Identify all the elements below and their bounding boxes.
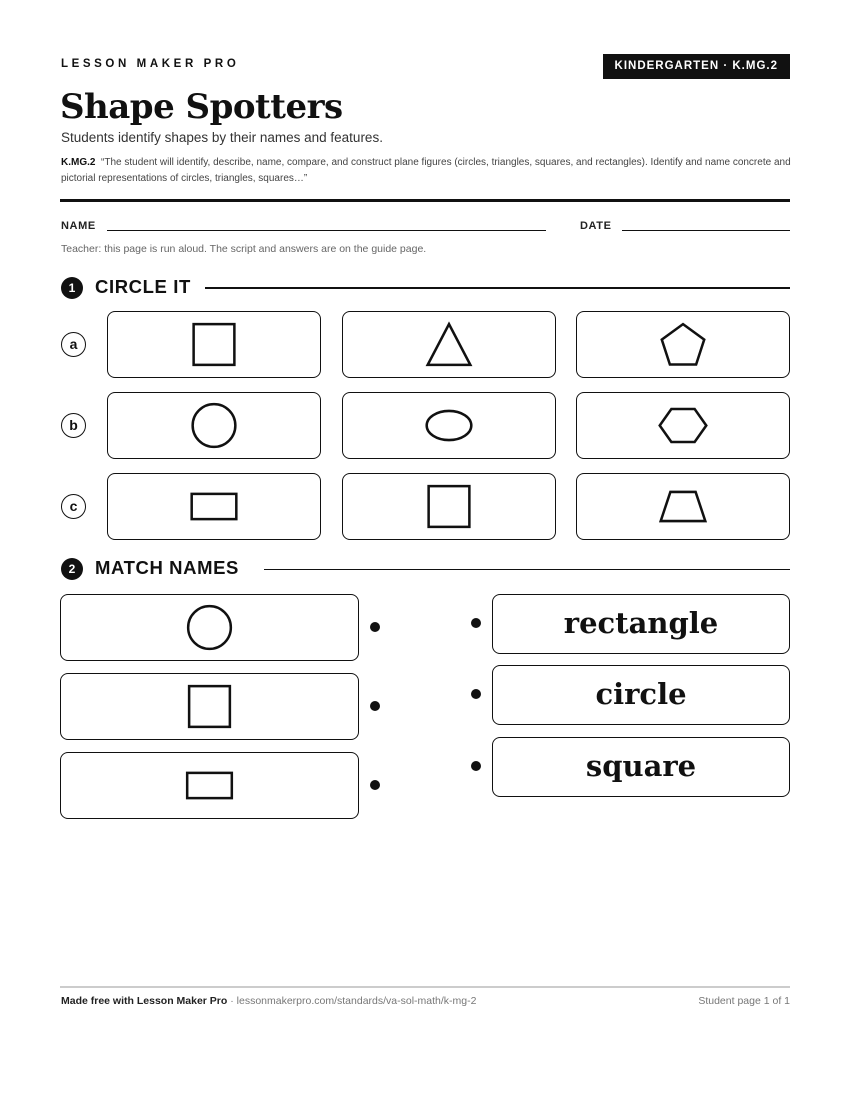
shape-card-b-2[interactable] (342, 392, 556, 459)
square-icon (61, 674, 358, 739)
footer-url[interactable]: · lessonmakerpro.com/standards/va-sol-math/k-mg-2 (227, 995, 477, 1007)
date-label: DATE (580, 220, 612, 232)
match-dot-left-3[interactable] (370, 780, 380, 790)
teacher-note: Teacher: this page is run aloud. The script and answers are on the guide page. (61, 243, 427, 255)
footer-made-with: Made free with Lesson Maker Pro (61, 995, 228, 1007)
brand-name: LESSON MAKER PRO (61, 58, 240, 70)
circle-icon (108, 393, 320, 458)
shape-card-c-3[interactable] (576, 473, 790, 540)
standard-code: K.MG.2 (61, 157, 96, 168)
triangle-icon (343, 312, 555, 377)
square-icon (108, 312, 320, 377)
rectangle-icon (61, 753, 358, 818)
page-subtitle: Students identify shapes by their names and features. (61, 130, 383, 145)
grade-standard-badge: KINDERGARTEN · K.MG.2 (603, 54, 790, 79)
section-1-number: 1 (61, 277, 83, 299)
circle-icon (61, 595, 358, 660)
trapezoid-icon (577, 474, 789, 539)
section-2-title: MATCH NAMES (95, 557, 239, 578)
match-dot-right-2[interactable] (471, 689, 481, 699)
shape-card-a-3[interactable] (576, 311, 790, 378)
match-dot-left-1[interactable] (370, 622, 380, 632)
shape-card-b-3[interactable] (576, 392, 790, 459)
match-dot-left-2[interactable] (370, 701, 380, 711)
header-divider (60, 199, 790, 202)
match-shape-card-3[interactable] (60, 752, 359, 819)
match-name-card-3[interactable]: square (492, 737, 790, 797)
match-name-card-1[interactable]: rectangle (492, 594, 790, 654)
footer-credit (61, 995, 476, 1007)
rectangle-icon (108, 474, 320, 539)
match-shape-card-2[interactable] (60, 673, 359, 740)
shape-card-c-2[interactable] (342, 473, 556, 540)
section-2-rule (264, 569, 790, 570)
match-shape-card-1[interactable] (60, 594, 359, 661)
shape-card-a-1[interactable] (107, 311, 321, 378)
match-name-card-2[interactable]: circle (492, 665, 790, 725)
match-dot-right-3[interactable] (471, 761, 481, 771)
name-field[interactable] (107, 230, 546, 231)
section-1-rule (205, 287, 790, 289)
section-1-title: CIRCLE IT (95, 276, 191, 297)
footer-page-number: Student page 1 of 1 (698, 995, 790, 1007)
row-label-c: c (61, 494, 86, 519)
shape-card-c-1[interactable] (107, 473, 321, 540)
hexagon-icon (577, 393, 789, 458)
square-icon (343, 474, 555, 539)
standard-text: “The student will identify, describe, name, compare, and construct plane figures (circles, triangles, squares, and rectangles). Identify and name concrete and pictorial representations of circles, triangles, squares…” (61, 157, 791, 184)
name-label: NAME (61, 220, 96, 232)
shape-card-b-1[interactable] (107, 392, 321, 459)
date-field[interactable] (622, 230, 790, 231)
match-dot-right-1[interactable] (471, 618, 481, 628)
pentagon-icon (577, 312, 789, 377)
standard-description (61, 155, 791, 187)
shape-card-a-2[interactable] (342, 311, 556, 378)
oval-icon (343, 393, 555, 458)
row-label-b: b (61, 413, 86, 438)
section-2-number: 2 (61, 558, 83, 580)
footer-divider (60, 986, 790, 988)
page-title: Shape Spotters (60, 87, 343, 127)
row-label-a: a (61, 332, 86, 357)
